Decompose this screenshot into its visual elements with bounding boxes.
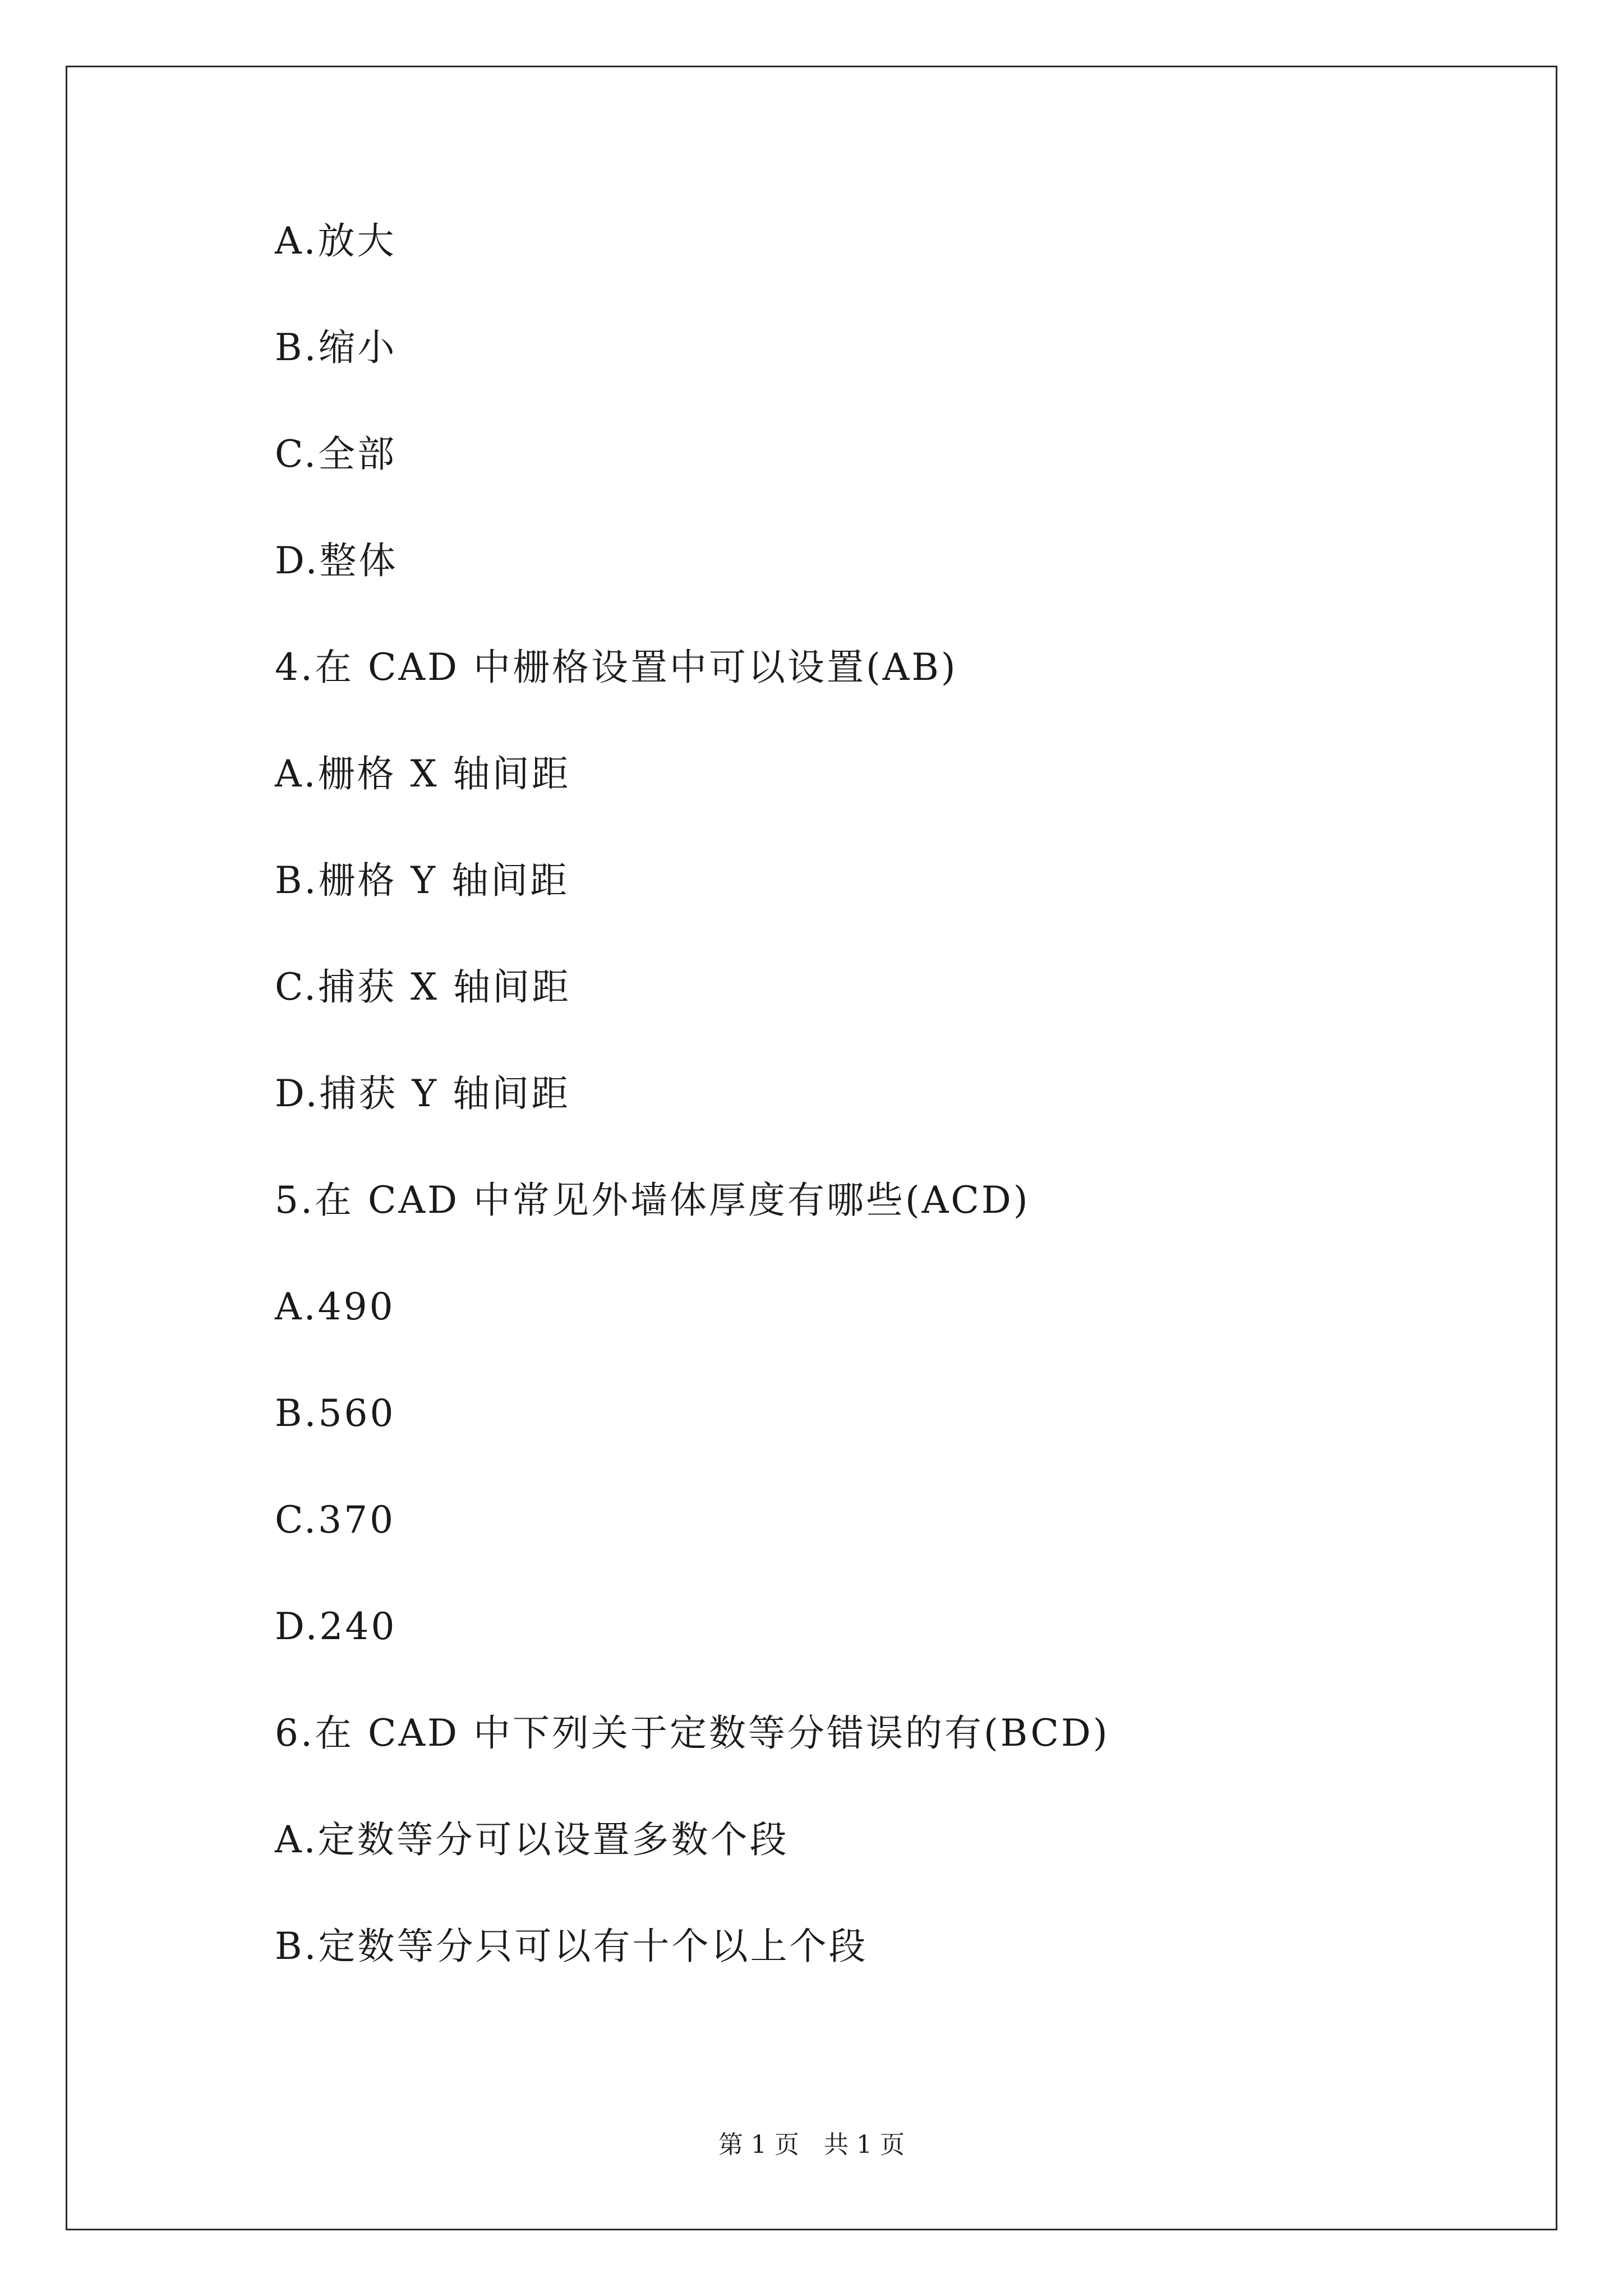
option-line: A.490 xyxy=(275,1285,395,1328)
option-line: A.定数等分可以设置多数个段 xyxy=(275,1818,789,1861)
option-line: A.放大 xyxy=(275,219,396,263)
option-line: D.240 xyxy=(275,1605,397,1648)
option-line: C.捕获 X 轴间距 xyxy=(275,965,571,1009)
option-line: C.370 xyxy=(275,1498,396,1542)
option-line: B.缩小 xyxy=(275,326,397,369)
document-body xyxy=(275,219,1509,2031)
question-line: 4.在 CAD 中栅格设置中可以设置(AB) xyxy=(275,646,958,689)
option-line: B.栅格 Y 轴间距 xyxy=(275,859,570,902)
question-line: 6.在 CAD 中下列关于定数等分错误的有(BCD) xyxy=(275,1711,1110,1755)
option-line: A.栅格 X 轴间距 xyxy=(275,752,571,795)
option-line: B.560 xyxy=(275,1392,396,1435)
option-line: D.捕获 Y 轴间距 xyxy=(275,1072,571,1115)
option-line: C.全部 xyxy=(275,432,397,476)
option-line: B.定数等分只可以有十个以上个段 xyxy=(275,1925,868,1968)
question-line: 5.在 CAD 中常见外墙体厚度有哪些(ACD) xyxy=(275,1179,1030,1222)
page-footer: 第 1 页 共 1 页 xyxy=(718,2131,905,2159)
option-line: D.整体 xyxy=(275,539,398,582)
